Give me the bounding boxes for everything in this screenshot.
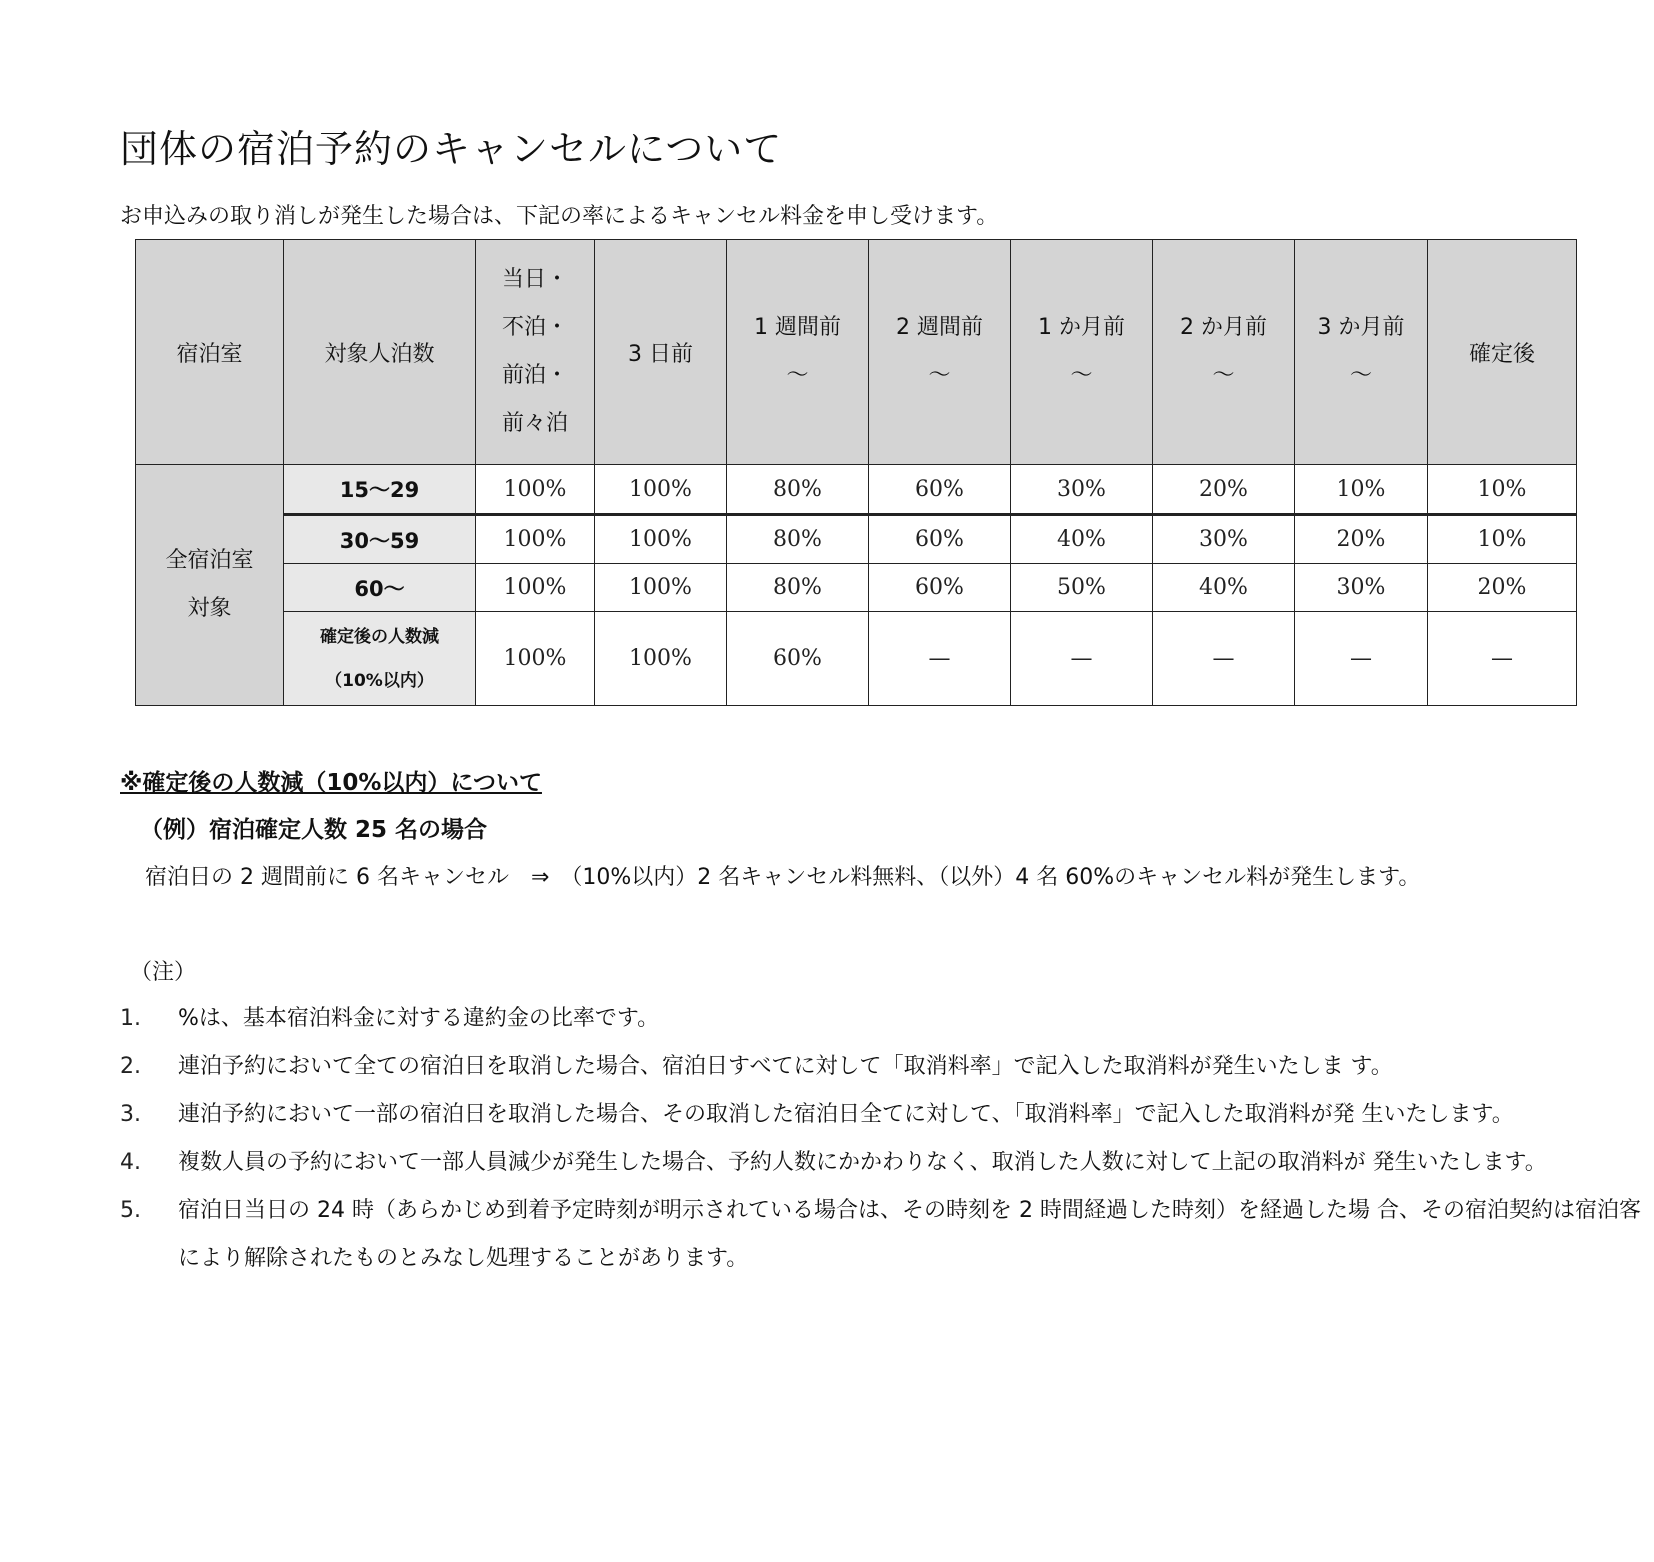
rate-cell: 100% xyxy=(595,515,727,564)
rate-cell: 10% xyxy=(1295,465,1428,515)
list-number: 5. xyxy=(120,1198,141,1223)
rate-cell: 40% xyxy=(1011,515,1153,564)
header-line: 1 週間前 xyxy=(754,315,841,340)
list-item xyxy=(120,995,1560,1043)
header-line: ～ xyxy=(786,363,809,388)
list-text: 連泊予約において全ての宿泊日を取消した場合、宿泊日すべてに対して「取消料率」で記入した取消料が発生いたしま す。 xyxy=(178,1054,1393,1079)
rate-cell: 60% xyxy=(869,465,1011,515)
list-text: 連泊予約において一部の宿泊日を取消した場合、その取消した宿泊日全てに対して、「取消料率」で記入した取消料が発 生いたします。 xyxy=(178,1102,1514,1127)
room-label-line: 全宿泊室 xyxy=(165,548,254,573)
row-label-line: 確定後の人数減 xyxy=(320,626,439,647)
remarks-list xyxy=(120,995,1641,1283)
header-line: ～ xyxy=(1212,363,1235,388)
list-item xyxy=(120,1091,1560,1139)
rate-cell: 30% xyxy=(1011,465,1153,515)
rate-cell: 100% xyxy=(595,564,727,612)
header-room: 宿泊室 xyxy=(136,240,284,465)
list-number: 4. xyxy=(120,1150,141,1175)
rate-cell: 80% xyxy=(727,465,869,515)
header-line: 3 か月前 xyxy=(1317,315,1405,340)
list-number: 2. xyxy=(120,1054,141,1079)
list-number: 1. xyxy=(120,1006,141,1031)
rate-cell: 80% xyxy=(727,515,869,564)
header-3months xyxy=(1295,240,1428,465)
header-line: ～ xyxy=(928,363,951,388)
rate-cell: 20% xyxy=(1428,564,1577,612)
header-line: ～ xyxy=(1349,363,1372,388)
header-count: 対象人泊数 xyxy=(284,240,476,465)
header-after-confirm: 確定後 xyxy=(1428,240,1577,465)
rate-cell: 100% xyxy=(595,465,727,515)
remarks-label: （注） xyxy=(130,960,197,985)
rate-cell: 60% xyxy=(869,564,1011,612)
row-label: 30～59 xyxy=(284,515,476,564)
rate-cell: 10% xyxy=(1428,515,1577,564)
rate-cell: 100% xyxy=(476,465,595,515)
table-row xyxy=(136,515,1577,564)
rate-cell: 30% xyxy=(1153,515,1295,564)
header-sameday-line: 当日・ xyxy=(501,267,568,292)
row-label: 60～ xyxy=(284,564,476,612)
list-item xyxy=(120,1139,1560,1187)
row-label xyxy=(284,612,476,706)
rate-cell-dash: — xyxy=(869,612,1011,706)
table-header-row xyxy=(136,240,1577,465)
header-1month xyxy=(1011,240,1153,465)
header-1week xyxy=(727,240,869,465)
header-line: ～ xyxy=(1070,363,1093,388)
rate-cell: 100% xyxy=(476,515,595,564)
list-number: 3. xyxy=(120,1102,141,1127)
page-title: 団体の宿泊予約のキャンセルについて xyxy=(120,127,783,171)
rate-cell: 50% xyxy=(1011,564,1153,612)
rate-cell-dash: — xyxy=(1011,612,1153,706)
list-text: 宿泊日当日の 24 時（あらかじめ到着予定時刻が明示されている場合は、その時刻を 2 時間経過した時刻）を経過した場 合、その宿泊契約は宿泊客により解除されたものとみなし処理することがあります。 xyxy=(178,1198,1641,1271)
rate-cell: 60% xyxy=(869,515,1011,564)
header-line: 2 週間前 xyxy=(896,315,983,340)
rate-cell: 20% xyxy=(1295,515,1428,564)
note-example: （例）宿泊確定人数 25 名の場合 xyxy=(140,817,488,843)
room-label-line: 対象 xyxy=(187,596,232,621)
header-sameday xyxy=(476,240,595,465)
rate-cell: 10% xyxy=(1428,465,1577,515)
rate-cell-dash: — xyxy=(1153,612,1295,706)
table-row xyxy=(136,612,1577,706)
rate-cell: 100% xyxy=(595,612,727,706)
table-row xyxy=(136,465,1577,515)
header-sameday-line: 前々泊 xyxy=(501,411,568,436)
note-example-detail: 宿泊日の 2 週間前に 6 名キャンセル ⇒ （10%以内）2 名キャンセル料無料、（以外）4 名 60%のキャンセル料が発生します。 xyxy=(145,865,1421,890)
header-2months xyxy=(1153,240,1295,465)
rate-cell: 100% xyxy=(476,612,595,706)
rate-cell: 20% xyxy=(1153,465,1295,515)
rate-cell: 60% xyxy=(727,612,869,706)
rate-cell: 80% xyxy=(727,564,869,612)
header-line: 1 か月前 xyxy=(1038,315,1125,340)
header-line: 2 か月前 xyxy=(1180,315,1267,340)
rate-cell: 30% xyxy=(1295,564,1428,612)
cancellation-fee-table xyxy=(135,239,1577,706)
list-text: 複数人員の予約において一部人員減少が発生した場合、予約人数にかかわりなく、取消した人数に対して上記の取消料が 発生いたします。 xyxy=(178,1150,1547,1175)
intro-text: お申込みの取り消しが発生した場合は、下記の率によるキャンセル料金を申し受けます。 xyxy=(120,204,999,229)
rate-cell: 40% xyxy=(1153,564,1295,612)
row-label-line: （10%以内） xyxy=(325,670,434,691)
room-label-cell xyxy=(136,465,284,706)
header-sameday-line: 前泊・ xyxy=(501,363,568,388)
note-heading: ※確定後の人数減（10%以内）について xyxy=(120,770,542,796)
header-sameday-line: 不泊・ xyxy=(501,315,568,340)
rate-cell-dash: — xyxy=(1428,612,1577,706)
table-row xyxy=(136,564,1577,612)
list-item xyxy=(120,1043,1560,1091)
header-3days: 3 日前 xyxy=(595,240,727,465)
list-item xyxy=(120,1187,1641,1283)
list-text: %は、基本宿泊料金に対する違約金の比率です。 xyxy=(178,1006,660,1031)
header-2weeks xyxy=(869,240,1011,465)
row-label: 15～29 xyxy=(284,465,476,515)
rate-cell-dash: — xyxy=(1295,612,1428,706)
rate-cell: 100% xyxy=(476,564,595,612)
